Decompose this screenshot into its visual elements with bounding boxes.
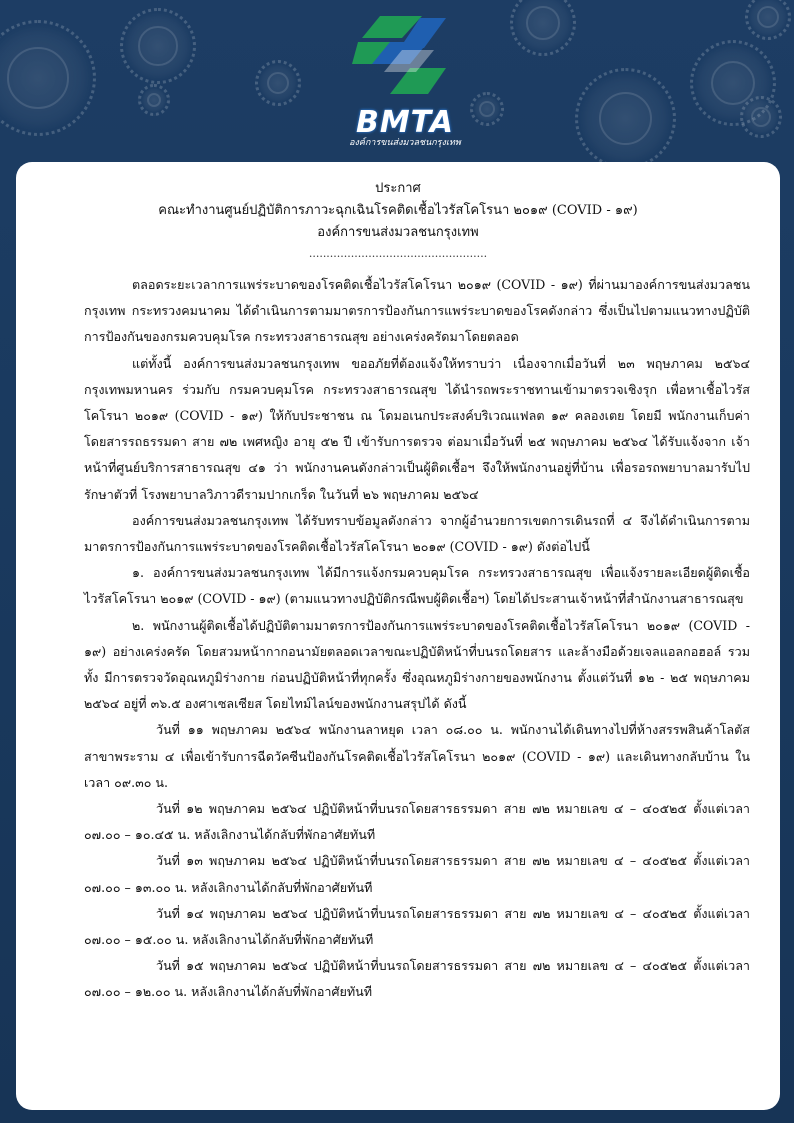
virus-decoration [255, 60, 301, 106]
timeline-entry: วันที่ ๑๔ พฤษภาคม ๒๕๖๔ ปฏิบัติหน้าที่บนรถโดยสารธรรมดา สาย ๗๒ หมายเลข ๔ – ๔๐๕๒๕ ตั้งแต่เวลา ๐๗.๐๐ – ๑๕.๐๐ น. หลังเลิกงานได้กลับที่พักอาศัยทันที [84, 905, 750, 948]
announcement-heading: ประกาศ [375, 181, 421, 196]
paragraph: องค์การขนส่งมวลชนกรุงเทพ ได้รับทราบข้อมูลดังกล่าว จากผู้อำนวยการเขตการเดินรถที่ ๔ จึงได้ดำเนินการตามมาตรการป้องกันการแพร่ระบาดของโรคติดเชื้อไวรัสโคโรนา ๒๐๑๙ (COVID - ๑๙) ดังต่อไปนี้ [84, 512, 750, 555]
virus-decoration [740, 96, 782, 138]
timeline-entry: วันที่ ๑๒ พฤษภาคม ๒๕๖๔ ปฏิบัติหน้าที่บนรถโดยสารธรรมดา สาย ๗๒ หมายเลข ๔ – ๔๐๕๒๕ ตั้งแต่เวลา ๐๗.๐๐ – ๑๐.๔๕ น. หลังเลิกงานได้กลับที่พักอาศัยทันที [84, 801, 750, 843]
logo-brand-text: BMTA [355, 105, 455, 140]
virus-decoration [0, 20, 96, 136]
paragraph: ๒. พนักงานผู้ติดเชื้อได้ปฏิบัติตามมาตรการป้องกันการแพร่ระบาดของโรคติดเชื้อไวรัสโคโรนา ๒๐๑๙ (COVID - ๑๙) อย่างเคร่งครัด โดยสวมหน้ากากอนามัยตลอดเวลาขณะปฏิบัติหน้าที่บนรถโดยสาร และล้างมือด้วยเจลแอลกอฮอล์ รวมทั้ง มีการตรวจวัดอุณหภูมิร่างกาย ก่อนปฏิบัติหน้าที่ทุกครั้ง ซึ่งอุณหภูมิร่างกายของพนักงาน ตั้งแต่วันที่ ๑๒ - ๒๕ พฤษภาคม ๒๕๖๔ อยู่ที่ ๓๖.๕ องศาเซลเซียส โดยไทม์ไลน์ของพนักงานสรุปได้ ดังนี้ [84, 617, 750, 712]
timeline-entry: วันที่ ๑๑ พฤษภาคม ๒๕๖๔ พนักงานลาหยุด เวลา ๐๘.๐๐ น. พนักงานได้เดินทางไปที่ห้างสรรพสินค้าโลตัส สาขาพระราม ๔ เพื่อเข้ารับการฉีดวัคซีนป้องกันโรคติดเชื้อไวรัสโคโรนา ๒๐๑๙ (COVID - ๑๙) และเดินทางกลับบ้าน ในเวลา ๐๙.๓๐ น. [84, 722, 750, 790]
committee-title: คณะทำงานศูนย์ปฏิบัติการภาวะฉุกเฉินโรคติดเชื้อไวรัสโคโรนา ๒๐๑๙ (COVID - ๑๙) [158, 203, 638, 218]
paragraph: ตลอดระยะเวลาการแพร่ระบาดของโรคติดเชื้อไวรัสโคโรนา ๒๐๑๙ (COVID - ๑๙) ที่ผ่านมาองค์การขนส่งมวลชนกรุงเทพ กระทรวงคมนาคม ได้ดำเนินการตามมาตรการป้องกันการแพร่ระบาดของโรคดังกล่าว ซึ่งเป็นไปตามแนวทางปฏิบัติการป้องกันของกรมควบคุมโรค กระทรวงสาธารณสุข อย่างเคร่งครัดมาโดยตลอด [84, 277, 750, 345]
announcement-card [16, 162, 780, 1110]
virus-decoration [575, 68, 676, 169]
bmta-logo [340, 8, 470, 158]
timeline-entry: วันที่ ๑๓ พฤษภาคม ๒๕๖๔ ปฏิบัติหน้าที่บนรถโดยสารธรรมดา สาย ๗๒ หมายเลข ๔ – ๔๐๕๒๕ ตั้งแต่เวลา ๐๗.๐๐ – ๑๓.๐๐ น. หลังเลิกงานได้กลับที่พักอาศัยทันที [84, 853, 750, 895]
organization-title: องค์การขนส่งมวลชนกรุงเทพ [317, 225, 479, 240]
announcement-body [16, 272, 780, 1006]
virus-decoration [138, 84, 170, 116]
virus-decoration [745, 0, 791, 40]
bmta-emblem-icon [350, 8, 460, 108]
paragraph: ๑. องค์การขนส่งมวลชนกรุงเทพ ได้มีการแจ้งกรมควบคุมโรค กระทรวงสาธารณสุข เพื่อแจ้งรายละเอียดผู้ติดเชื้อไวรัสโคโรนา ๒๐๑๙ (COVID - ๑๙) (ตามแนวทางปฏิบัติกรณีพบผู้ติดเชื้อฯ) โดยได้ประสานเจ้าหน้าที่สำนักงานสาธารณสุข [84, 565, 750, 607]
virus-decoration [470, 92, 504, 126]
virus-decoration [120, 8, 196, 84]
announcement-header [16, 178, 780, 262]
paragraph: แต่ทั้งนี้ องค์การขนส่งมวลชนกรุงเทพ ขออภัยที่ต้องแจ้งให้ทราบว่า เนื่องจากเมื่อวันที่ ๒๓ พฤษภาคม ๒๕๖๔ กรุงเทพมหานคร ร่วมกับ กรมควบคุมโรค กระทรวงสาธารณสุข ได้นำรถพระราชทานเข้ามาตรวจเชิงรุก เพื่อหาเชื้อไวรัสโคโรนา ๒๐๑๙ (COVID - ๑๙) ให้กับประชาชน ณ โดมอเนกประสงค์บริเวณแฟลต ๑๙ คลองเตย โดยมี พนักงานเก็บค่าโดยสารรถธรรมดา สาย ๗๒ เพศหญิง อายุ ๕๒ ปี เข้ารับการตรวจ ต่อมาเมื่อวันที่ ๒๕ พฤษภาคม ๒๕๖๔ ได้รับแจ้งจาก เจ้าหน้าที่ศูนย์บริการสาธารณสุข ๔๑ ว่า พนักงานคนดังกล่าวเป็นผู้ติดเชื้อฯ จึงให้พนักงานอยู่ที่บ้าน เพื่อรอรถพยาบาลมารับไปรักษาตัวที่ โรงพยาบาลวิภาวดีรามปากเกร็ด ในวันที่ ๒๖ พฤษภาคม ๒๕๖๔ [84, 355, 750, 502]
logo-subtitle: องค์การขนส่งมวลชนกรุงเทพ [349, 138, 461, 148]
virus-decoration [510, 0, 576, 56]
title-separator: ................................................... [308, 247, 488, 260]
timeline-entry: วันที่ ๑๕ พฤษภาคม ๒๕๖๔ ปฏิบัติหน้าที่บนรถโดยสารธรรมดา สาย ๗๒ หมายเลข ๔ – ๔๐๕๒๕ ตั้งแต่เวลา ๐๗.๐๐ – ๑๒.๐๐ น. หลังเลิกงานได้กลับที่พักอาศัยทันที [84, 958, 750, 1000]
